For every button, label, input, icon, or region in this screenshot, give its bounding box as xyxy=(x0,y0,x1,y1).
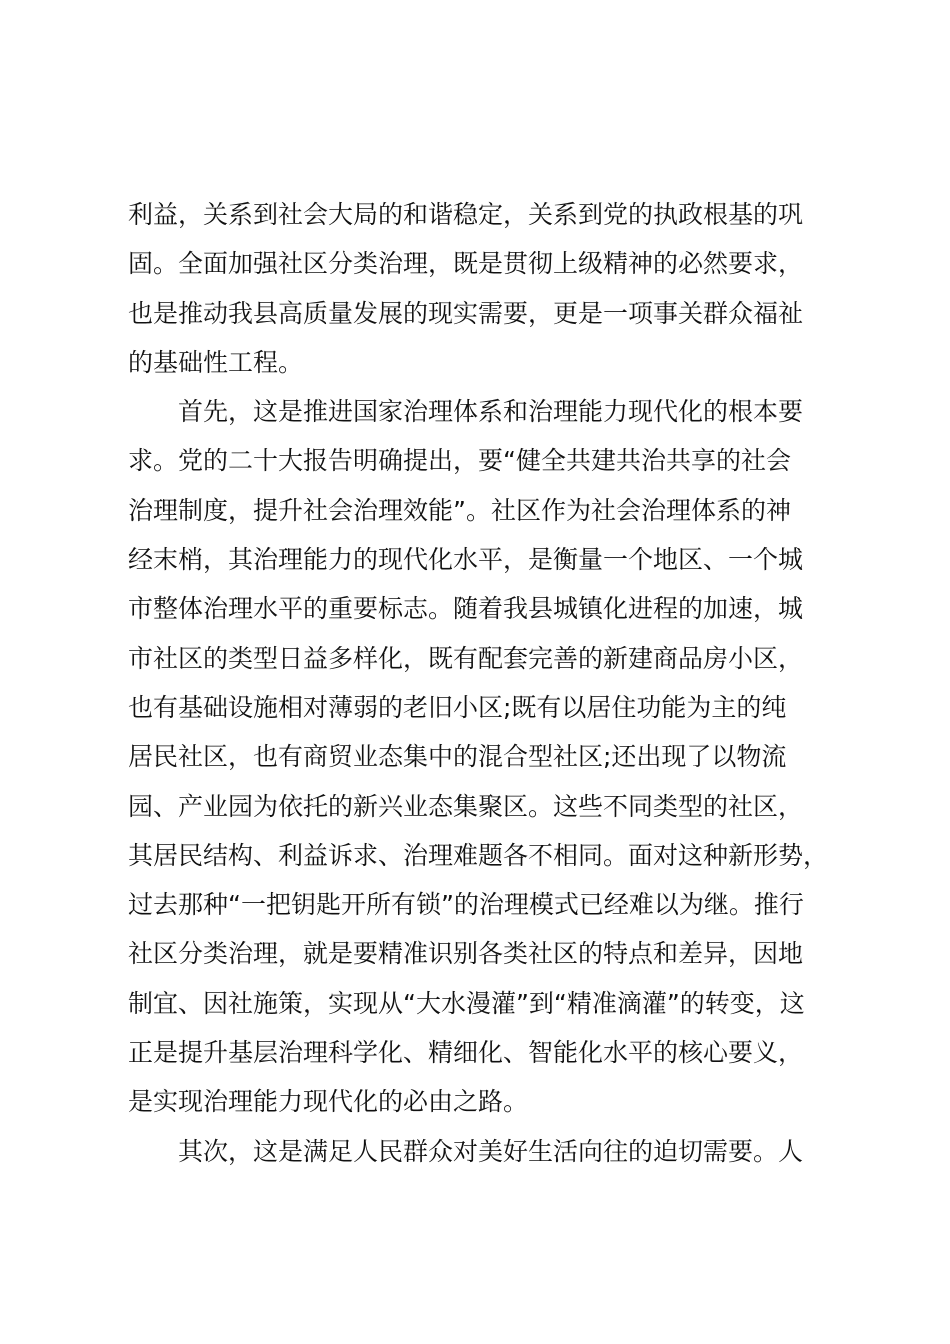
text-line-15: 过去那种“一把钥匙开所有锁”的治理模式已经难以为继。推行 xyxy=(128,890,804,920)
text-line-10: 市社区的类型日益多样化，既有配套完善的新建商品房小区， xyxy=(128,643,804,673)
text-line-16: 社区分类治理，就是要精准识别各类社区的特点和差异，因地 xyxy=(128,939,804,969)
text-line-7: 治理制度，提升社会治理效能”。社区作为社会治理体系的神 xyxy=(128,495,791,525)
text-line-4: 的基础性工程。 xyxy=(128,347,304,377)
text-line-2: 固。全面加强社区分类治理，既是贯彻上级精神的必然要求， xyxy=(128,249,804,279)
text-line-1: 利益，关系到社会大局的和谐稳定，关系到党的执政根基的巩 xyxy=(128,200,804,229)
text-line-11: 也有基础设施相对薄弱的老旧小区;既有以居住功能为主的纯 xyxy=(128,692,787,722)
text-line-8: 经末梢，其治理能力的现代化水平，是衡量一个地区、一个城 xyxy=(128,545,804,575)
text-line-6: 求。党的二十大报告明确提出，要“健全共建共治共享的社会 xyxy=(128,446,791,476)
text-line-9: 市整体治理水平的重要标志。随着我县城镇化进程的加速，城 xyxy=(128,594,804,624)
paragraph-first-line: 首先，这是推进国家治理体系和治理能力现代化的根本要 xyxy=(178,397,804,427)
text-line-3: 也是推动我县高质量发展的现实需要，更是一项事关群众福祉 xyxy=(128,298,804,328)
text-line-12: 居民社区，也有商贸业态集中的混合型社区;还出现了以物流 xyxy=(128,742,787,772)
paragraph-first-line: 其次，这是满足人民群众对美好生活向往的迫切需要。人 xyxy=(178,1136,804,1166)
text-line-19: 是实现治理能力现代化的必由之路。 xyxy=(128,1087,529,1117)
text-line-14: 其居民结构、利益诉求、治理难题各不相同。面对这种新形势， xyxy=(128,840,829,870)
text-line-18: 正是提升基层治理科学化、精细化、智能化水平的核心要义， xyxy=(128,1038,804,1068)
text-line-13: 园、产业园为依托的新兴业态集聚区。这些不同类型的社区， xyxy=(128,791,804,821)
body-text xyxy=(128,190,848,1176)
text-line-17: 制宜、因社施策，实现从“大水漫灌”到“精准滴灌”的转变，这 xyxy=(128,988,805,1018)
